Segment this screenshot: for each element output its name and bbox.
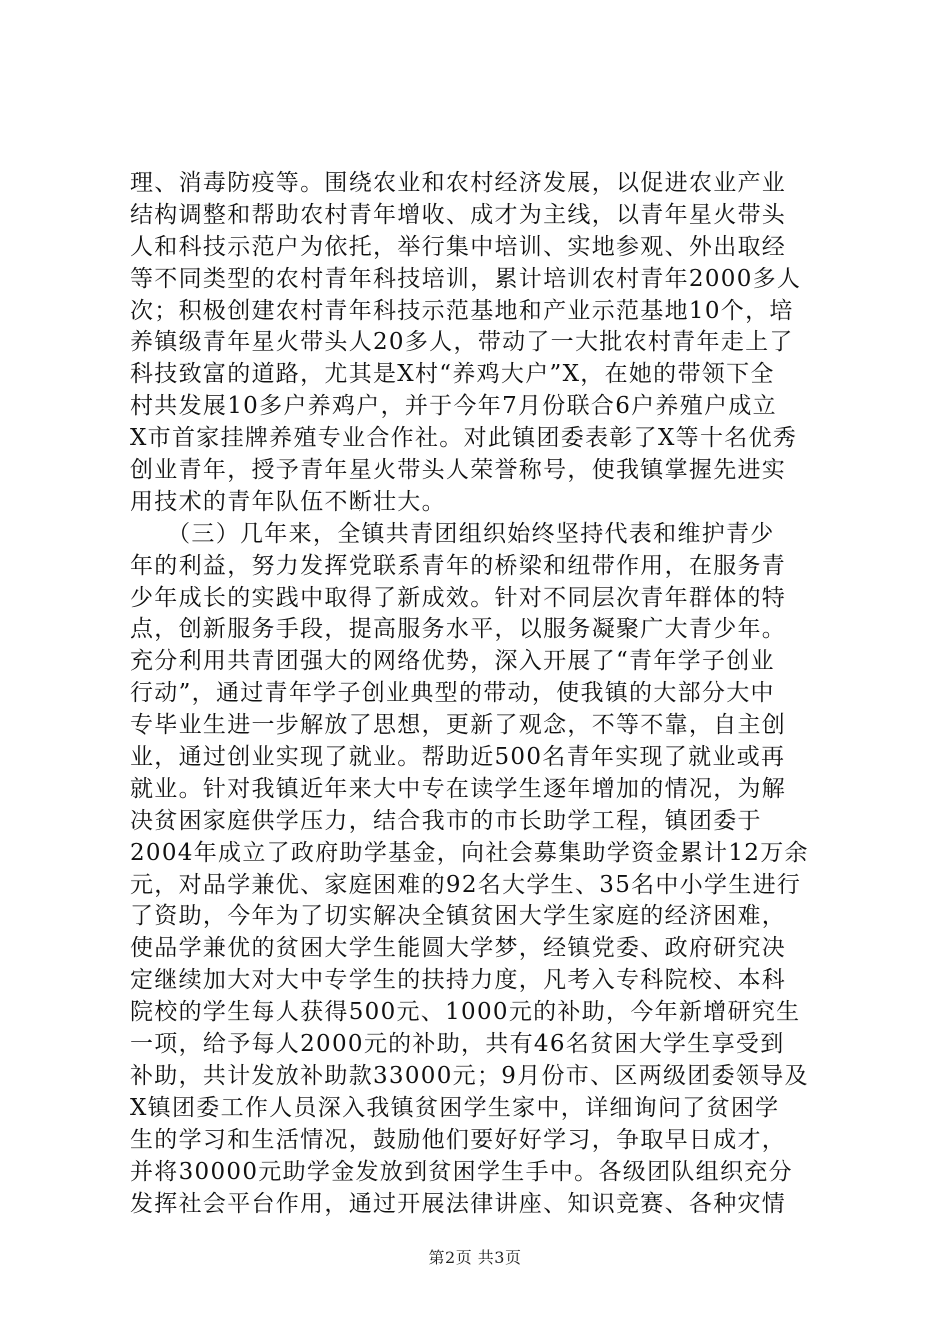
text-line: 元，对品学兼优、家庭困难的92名大学生、35名中小学生进行 (130, 871, 802, 898)
text-line: 就业。针对我镇近年来大中专在读学生逐年增加的情况，为解 (130, 775, 787, 802)
page-number-footer: 第2页 共3页 (428, 1248, 522, 1267)
text-line: 创业青年，授予青年星火带头人荣誉称号，使我镇掌握先进实 (130, 457, 787, 484)
text-line: 充分利用共青团强大的网络优势，深入开展了“青年学子创业 (130, 648, 775, 675)
text-line: 发挥社会平台作用，通过开展法律讲座、知识竞赛、各种灾情 (130, 1190, 787, 1217)
text-line: 生的学习和生活情况，鼓励他们要好好学习，争取早日成才， (130, 1126, 787, 1153)
text-line: 定继续加大对大中专学生的扶持力度，凡考入专科院校、本科 (130, 967, 787, 994)
text-line: 一项，给予每人2000元的补助，共有46名贫困大学生享受到 (130, 1031, 785, 1058)
text-line: 院校的学生每人获得500元、1000元的补助，今年新增研究生 (130, 999, 801, 1026)
text-line: 用技术的青年队伍不断壮大。 (130, 488, 446, 515)
body-text (130, 168, 830, 1220)
text-line: X镇团委工作人员深入我镇贫困学生家中，详细询问了贫困学 (130, 1094, 780, 1121)
text-line: 养镇级青年星火带头人20多人，带动了一大批农村青年走上了 (130, 329, 794, 356)
text-line: 结构调整和帮助农村青年增收、成才为主线，以青年星火带头 (130, 201, 787, 228)
text-line: 点，创新服务手段，提高服务水平，以服务凝聚广大青少年。 (130, 616, 787, 643)
text-line: 年的利益，努力发挥党联系青年的桥梁和纽带作用，在服务青 (130, 552, 787, 579)
text-line: 决贫困家庭供学压力，结合我市的市长助学工程，镇团委于 (130, 807, 762, 834)
text-line: 业，通过创业实现了就业。帮助近500名青年实现了就业或再 (130, 744, 786, 771)
text-line: 使品学兼优的贫困大学生能圆大学梦，经镇党委、政府研究决 (130, 935, 787, 962)
text-line: 行动”，通过青年学子创业典型的带动，使我镇的大部分大中 (130, 680, 775, 707)
text-line: 次；积极创建农村青年科技示范基地和产业示范基地10个，培 (130, 297, 794, 324)
text-line: 了资助，今年为了切实解决全镇贫困大学生家庭的经济困难， (130, 903, 787, 930)
text-line: 并将30000元助学金发放到贫困学生手中。各级团队组织充分 (130, 1158, 793, 1185)
text-line: 专毕业生进一步解放了思想，更新了观念，不等不靠，自主创 (130, 712, 787, 739)
text-line: 补助，共计发放补助款33000元；9月份市、区两级团委领导及 (130, 1062, 809, 1089)
text-line: 理、消毒防疫等。围绕农业和农村经济发展，以促进农业产业 (130, 170, 787, 196)
text-line: 少年成长的实践中取得了新成效。针对不同层次青年群体的特 (130, 584, 787, 611)
text-line: （三）几年来，全镇共青团组织始终坚持代表和维护青少 (130, 520, 775, 547)
text-line: X市首家挂牌养殖专业合作社。对此镇团委表彰了X等十名优秀 (130, 425, 798, 452)
text-line: 科技致富的道路，尤其是X村“养鸡大户”X，在她的带领下全 (130, 361, 775, 388)
text-line: 村共发展10多户养鸡户，并于今年7月份联合6户养殖户成立 (130, 393, 777, 420)
text-line: 人和科技示范户为依托，举行集中培训、实地参观、外出取经 (130, 233, 787, 260)
text-line: 2004年成立了政府助学基金，向社会募集助学资金累计12万余 (130, 839, 809, 866)
text-line: 等不同类型的农村青年科技培训，累计培训农村青年2000多人 (130, 265, 802, 292)
